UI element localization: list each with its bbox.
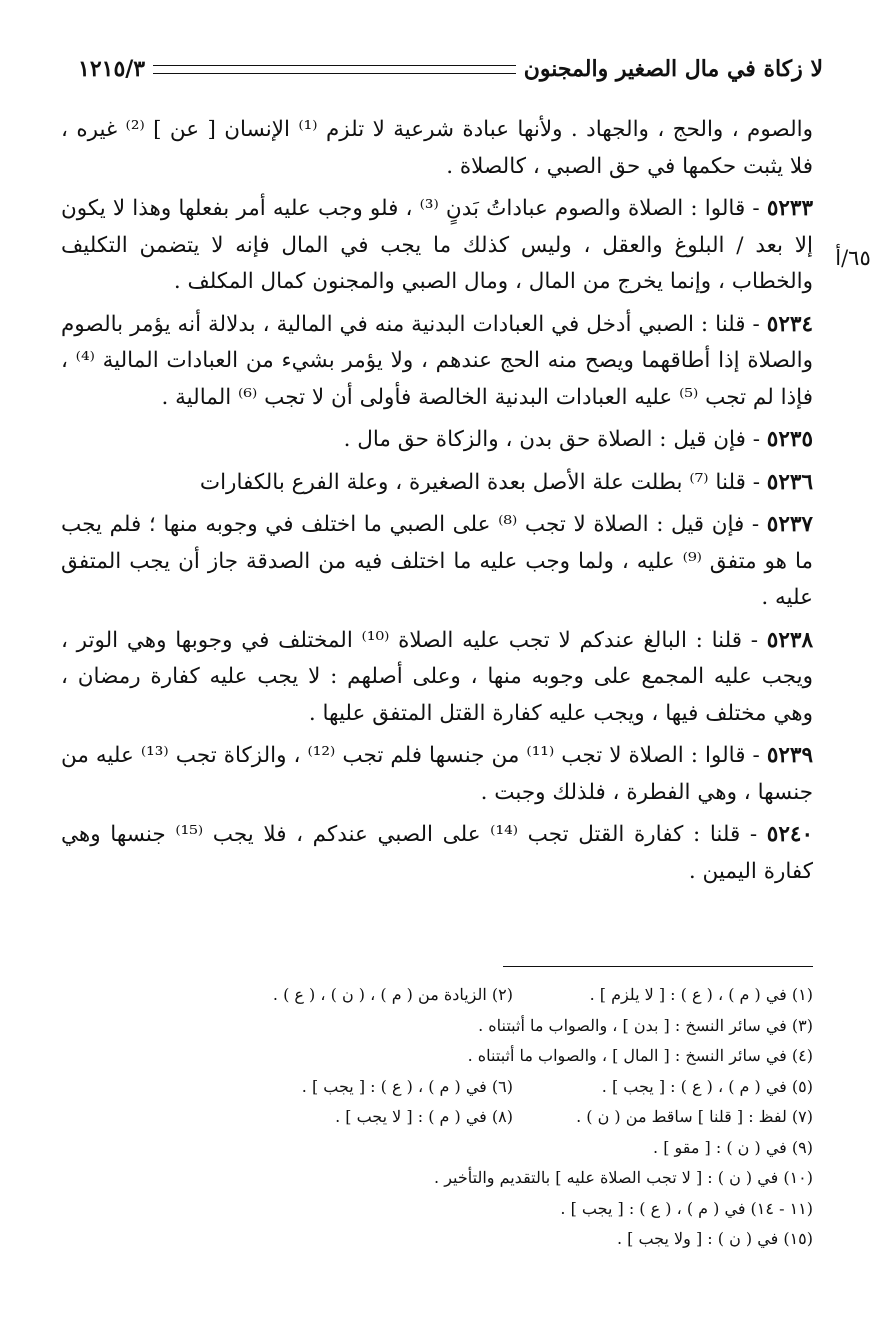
paragraph: ٥٢٣٦ - قلنا ⁽⁷⁾ بطلت علة الأصل بعدة الصغيرة ، وعلة الفرع بالكفارات bbox=[199, 469, 813, 495]
footnote: (٧) لفظ : [ قلنا ] ساقط من ( ن ) . bbox=[576, 1107, 813, 1126]
footnote: (٥) في ( م ) ، ( ع ) : [ يجب ] . bbox=[601, 1076, 813, 1096]
running-header bbox=[78, 52, 823, 86]
paragraph-number: ٥٢٣٥ bbox=[766, 427, 813, 452]
footnote: (١٠) في ( ن ) : [ لا تجب الصلاة عليه ] بالتقديم والتأخير . bbox=[434, 1168, 813, 1187]
paragraph-text: والصوم ، والحج ، والجهاد . ولأنها عبادة شرعية لا تلزم ⁽¹⁾ الإنسان [ عن ] ⁽²⁾ غيره ، فلا يثبت حكمها في حق الصبي ، كالصلاة . bbox=[61, 117, 813, 179]
footnote-row bbox=[113, 980, 813, 1011]
paragraph: ٥٢٣٨ - قلنا : البالغ عندكم لا تجب عليه الصلاة ⁽¹⁰⁾ المختلف في وجوبها وهي الوتر ، ويجب عليه المجمع على وجوبه منها ، وعلى أصلهم : لا يجب عليه كفارة رمضان ، وهي مختلف فيها ، ويجب عليه كفارة القتل المتفق عليها . bbox=[61, 627, 814, 726]
paragraph: ٥٢٣٧ - فإن قيل : الصلاة لا تجب ⁽⁸⁾ على الصبي ما اختلف في وجوبه منها ؛ فلم يجب ما هو متفق ⁽⁹⁾ عليه ، ولما وجب عليه ما اختلف فيه من الصدقة جاز أن يجب المتفق عليه . bbox=[61, 512, 814, 610]
paragraph: ٥٢٣٣ - قالوا : الصلاة والصوم عباداتُ بَدنٍ ⁽³⁾ ، فلو وجب عليه أمر بفعلها وهذا لا يكون إلا بعد / البلوغ والعقل ، وليس كذلك ما يجب في المال فإنه لا يتضمن التكليف والخطاب ، وإنما يخرج من المال ، ومال الصبي والمجنون كمال المكلف . bbox=[61, 196, 814, 294]
footnote: (٤) في سائر النسخ : [ المال ] ، والصواب ما أثبتناه . bbox=[467, 1046, 813, 1065]
footnote: (٩) في ( ن ) : [ مقو ] . bbox=[653, 1137, 813, 1157]
paragraph: ٥٢٤٠ - قلنا : كفارة القتل تجب ⁽¹⁴⁾ على الصبي عندكم ، فلا يجب ⁽¹⁵⁾ جنسها وهي كفارة اليمين . bbox=[61, 822, 813, 884]
paragraph-text: قلنا ⁽⁷⁾ بطلت علة الأصل بعدة الصغيرة ، وعلة الفرع بالكفارات bbox=[199, 469, 746, 495]
paragraph-number: ٥٢٣٨ bbox=[766, 627, 813, 653]
paragraph: ٥٢٣٤ - قلنا : الصبي أدخل في العبادات البدنية منه في المالية ، بدلالة أنه يؤمر بالصوم والصلاة إذا أطاقهما ويصح منه الحج عندهم ، ولا يؤمر بشيء من العبادات المالية ⁽⁴⁾ ، فإذا لم تجب ⁽⁵⁾ عليه العبادات البدنية الخالصة فأولى أن لا تجب ⁽⁶⁾ المالية . bbox=[61, 311, 813, 410]
header-rule bbox=[153, 65, 516, 74]
paragraph-number: ٥٢٤٠ bbox=[766, 822, 813, 847]
footnote-row bbox=[113, 1133, 813, 1164]
footnote-separator bbox=[503, 966, 813, 967]
footnote-row bbox=[113, 1194, 813, 1225]
paragraph-text: قلنا : الصبي أدخل في العبادات البدنية منه في المالية ، بدلالة أنه يؤمر بالصوم والصلاة إذا أطاقهما ويصح منه الحج عندهم ، ولا يؤمر بشيء من العبادات المالية ⁽⁴⁾ ، فإذا لم تجب ⁽⁵⁾ عليه العبادات البدنية الخالصة فأولى أن لا تجب ⁽⁶⁾ المالية . bbox=[61, 311, 813, 410]
paragraph-number: ٥٢٣٧ bbox=[766, 512, 813, 537]
footnote-row bbox=[113, 1041, 813, 1072]
paragraph-number: ٥٢٣٣ bbox=[766, 196, 814, 221]
footnote: (١١ - ١٤) في ( م ) ، ( ع ) : [ يجب ] . bbox=[560, 1198, 813, 1218]
paragraph-number: ٥٢٣٩ bbox=[766, 743, 814, 768]
paragraph: ٥٢٣٥ - فإن قيل : الصلاة حق بدن ، والزكاة حق مال . bbox=[343, 427, 813, 452]
main-text bbox=[61, 112, 813, 896]
paragraph: ٥٢٣٩ - قالوا : الصلاة لا تجب ⁽¹¹⁾ من جنسها فلم تجب ⁽¹²⁾ ، والزكاة تجب ⁽¹³⁾ عليه من جنسها ، وهي الفطرة ، فلذلك وجبت . bbox=[61, 743, 814, 805]
footnote-row bbox=[113, 1102, 813, 1133]
paragraph-text: قالوا : الصلاة والصوم عباداتُ بَدنٍ ⁽³⁾ ، فلو وجب عليه أمر بفعلها وهذا لا يكون إلا بعد / البلوغ والعقل ، وليس كذلك ما يجب في المال فإنه لا يتضمن التكليف والخطاب ، وإنما يخرج من المال ، ومال الصبي والمجنون كمال المكلف . bbox=[61, 196, 813, 294]
header-title: لا زكاة في مال الصغير والمجنون bbox=[523, 56, 823, 82]
footnote: (١٥) في ( ن ) : [ ولا يجب ] . bbox=[616, 1229, 813, 1248]
footnote: (٦) في ( م ) ، ( ع ) : [ يجب ] . bbox=[301, 1076, 513, 1096]
footnote-row bbox=[113, 1224, 813, 1255]
footnote-row bbox=[113, 1163, 813, 1194]
paragraph bbox=[61, 112, 813, 185]
paragraph-text: قلنا : كفارة القتل تجب ⁽¹⁴⁾ على الصبي عندكم ، فلا يجب ⁽¹⁵⁾ جنسها وهي كفارة اليمين . bbox=[61, 822, 813, 884]
footnote: (٨) في ( م ) : [ لا يجب ] . bbox=[335, 1107, 513, 1126]
paragraph-text: فإن قيل : الصلاة حق بدن ، والزكاة حق مال . bbox=[343, 427, 746, 452]
footnote: (٣) في سائر النسخ : [ بدن ] ، والصواب ما أثبتناه . bbox=[478, 1015, 813, 1035]
footnote-row bbox=[113, 1072, 813, 1103]
paragraph-number: ٥٢٣٦ bbox=[766, 469, 813, 495]
footnotes bbox=[113, 980, 813, 1255]
footnote: (١) في ( م ) ، ( ع ) : [ لا يلزم ] . bbox=[589, 985, 813, 1004]
paragraph-text: قلنا : البالغ عندكم لا تجب عليه الصلاة ⁽¹⁰⁾ المختلف في وجوبها وهي الوتر ، ويجب عليه المجمع على وجوبه منها ، وعلى أصلهم : لا يجب عليه كفارة رمضان ، وهي مختلف فيها ، ويجب عليه كفارة القتل المتفق عليها . bbox=[61, 627, 814, 726]
paragraph-text: فإن قيل : الصلاة لا تجب ⁽⁸⁾ على الصبي ما اختلف في وجوبه منها ؛ فلم يجب ما هو متفق ⁽⁹⁾ عليه ، ولما وجب عليه ما اختلف فيه من الصدقة جاز أن يجب المتفق عليه . bbox=[61, 512, 814, 610]
page-number: ١٢١٥/٣ bbox=[78, 56, 146, 82]
margin-folio-mark: ٦٥/أ bbox=[835, 246, 871, 270]
paragraph-text: قالوا : الصلاة لا تجب ⁽¹¹⁾ من جنسها فلم تجب ⁽¹²⁾ ، والزكاة تجب ⁽¹³⁾ عليه من جنسها ، وهي الفطرة ، فلذلك وجبت . bbox=[61, 743, 813, 805]
footnote-row bbox=[113, 1011, 813, 1042]
paragraph-number: ٥٢٣٤ bbox=[766, 311, 813, 337]
footnote: (٢) الزيادة من ( م ) ، ( ن ) ، ( ع ) . bbox=[272, 985, 513, 1004]
